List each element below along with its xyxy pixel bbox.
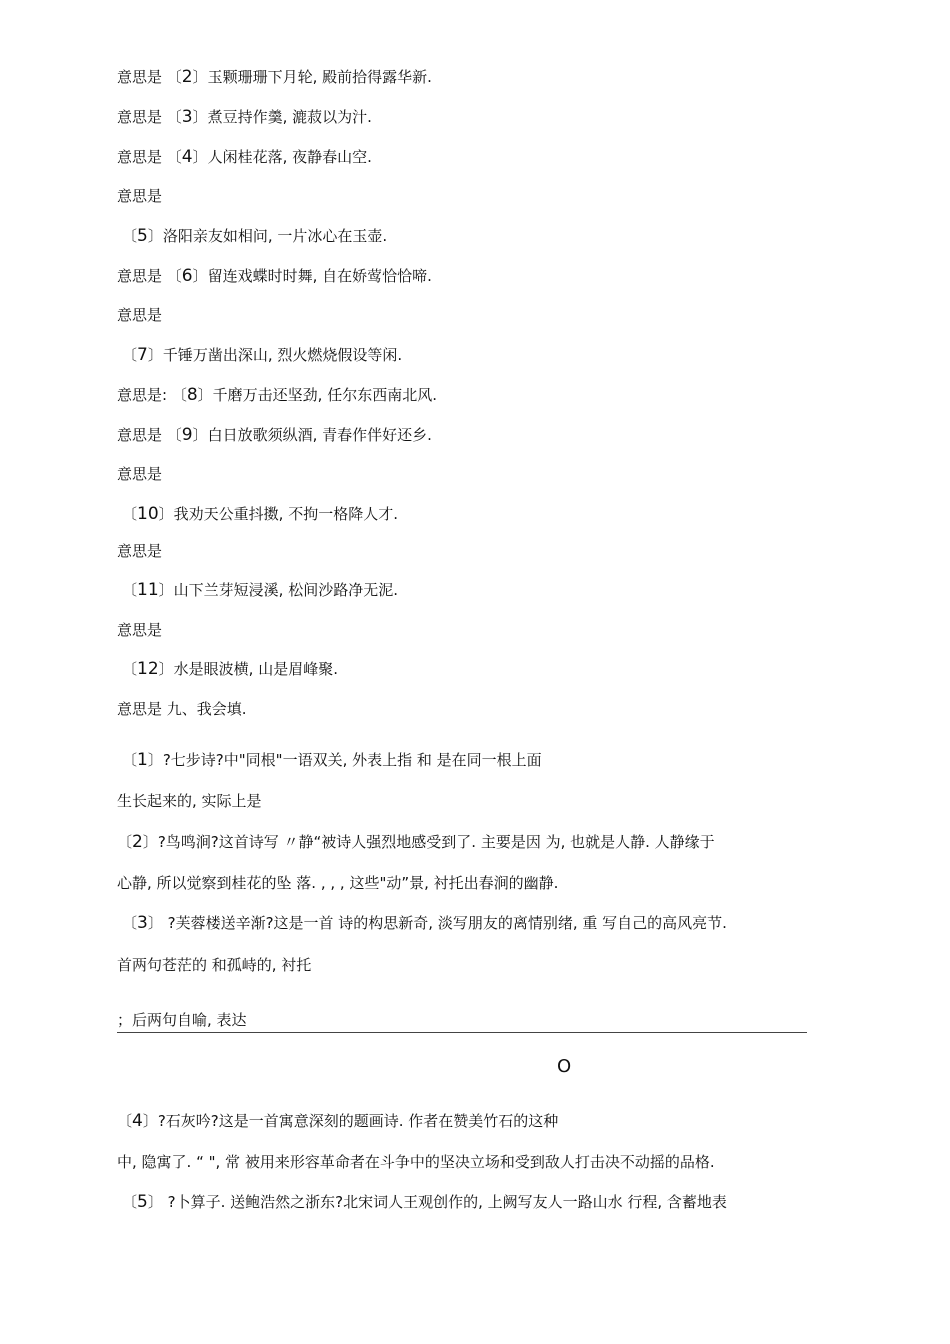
answer-line-9: 意思是 〔9〕白日放歌须纵酒, 青春作伴好还乡. [117, 425, 432, 445]
fill-item-2-cont: 心静, 所以觉察到桂花的坠 落. , , , 这些"动”景, 衬托出春涧的幽静. [117, 874, 559, 892]
poem-line-11: 〔11〕山下兰芽短浸溪, 松间沙路净无泥. [122, 580, 398, 600]
answer-line-6: 意思是 〔6〕留连戏蝶时时舞, 自在娇莺恰恰啼. [117, 266, 432, 286]
poem-line-10: 〔10〕我劝天公重抖擞, 不拘一格降人才. [122, 504, 398, 524]
meaning-label: 意思是 [117, 621, 163, 639]
meaning-label: 意思是 [117, 306, 163, 324]
poem-line-7: 〔7〕千锤万凿出深山, 烈火燃烧假设等闲. [122, 345, 403, 365]
fill-item-3: 〔3〕 ?芙蓉楼送辛渐?这是一首 诗的构思新奇, 淡写朋友的离情别绪, 重 写自己的高风亮节. [122, 913, 727, 933]
meaning-label: 意思是 [117, 542, 163, 560]
fill-item-2: 〔2〕?鸟鸣涧?这首诗写 〃静“被诗人强烈地感受到了. 主要是因 为, 也就是人静. 人静缘于 [117, 832, 715, 852]
answer-line-8: 意思是: 〔8〕千磨万击还坚劲, 任尔东西南北风. [117, 385, 437, 405]
fill-item-1-cont: 生长起来的, 实际上是 [117, 792, 262, 810]
fill-item-5: 〔5〕 ?卜算子. 送鲍浩然之浙东?北宋词人王观创作的, 上阙写友人一路山水 行程, 含蓄地表 [122, 1192, 727, 1212]
poem-line-5: 〔5〕洛阳亲友如相问, 一片冰心在玉壶. [122, 226, 388, 246]
meaning-label: 意思是 [117, 465, 163, 483]
fill-item-1: 〔1〕?七步诗?中"同根"一语双关, 外表上指 和 是在同一根上面 [122, 750, 542, 770]
fill-item-4-cont: 中, 隐寓了. “ ", 常 被用来形容革命者在斗争中的坚决立场和受到敌人打击决不动摇的品格. [117, 1153, 715, 1171]
meaning-label: 意思是 [117, 187, 163, 205]
fill-item-4: 〔4〕?石灰吟?这是一首寓意深刻的题画诗. 作者在赞美竹石的这种 [117, 1111, 559, 1131]
fill-item-3-cont: 首两句苍茫的 和孤峙的, 衬托 [117, 956, 312, 974]
answer-line-3: 意思是 〔3〕煮豆持作羹, 漉菽以为汁. [117, 107, 372, 127]
circle-mark: O [557, 1056, 572, 1077]
answer-line-2: 意思是 〔2〕玉颗珊珊下月轮, 殿前拾得露华新. [117, 67, 432, 87]
answer-line-4: 意思是 〔4〕人闲桂花落, 夜静春山空. [117, 147, 372, 167]
section-heading: 意思是 九、我会填. [117, 700, 247, 718]
poem-line-12: 〔12〕水是眼波横, 山是眉峰聚. [122, 659, 338, 679]
answer-underline [117, 1032, 807, 1033]
fill-item-3-end: ；后两句自喻, 表达 [117, 1011, 247, 1029]
